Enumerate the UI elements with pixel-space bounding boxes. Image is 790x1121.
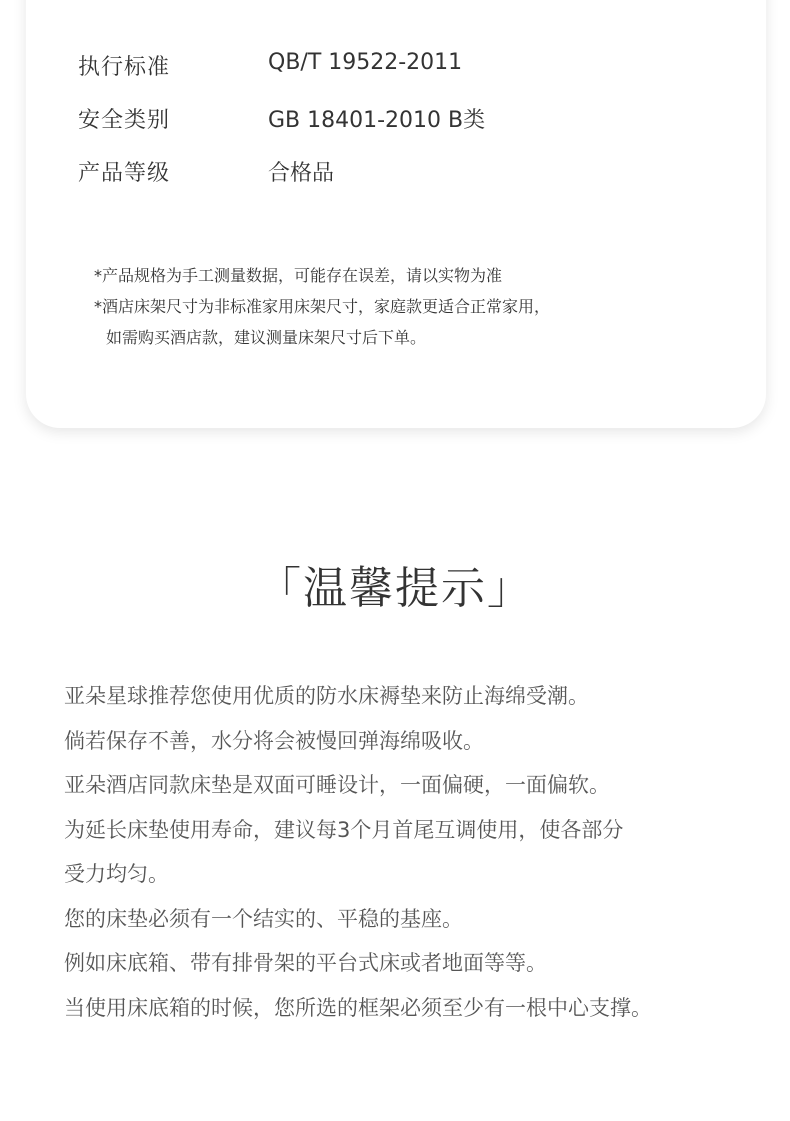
note-line: *产品规格为手工测量数据，可能存在误差，请以实物为准: [94, 266, 503, 285]
spec-value: GB 18401-2010 B类: [268, 108, 486, 133]
tip-line: 亚朵星球推荐您使用优质的防水床褥垫来防止海绵受潮。: [64, 684, 589, 708]
spec-row-standard: [26, 50, 766, 80]
tip-line: 您的床垫必须有一个结实的、平稳的基座。: [64, 906, 463, 931]
note-line: *酒店床架尺寸为非标准家用床架尺寸，家庭款更适合正常家用，: [94, 297, 551, 316]
tip-line: 倘若保存不善，水分将会被慢回弹海绵吸收。: [64, 728, 484, 753]
spec-row-grade: [26, 156, 766, 186]
spec-card: [26, 0, 766, 428]
spec-label: 安全类别: [78, 108, 171, 133]
spec-value: 合格品: [268, 161, 335, 186]
spec-label: 产品等级: [78, 161, 171, 186]
measurement-notes: [94, 260, 550, 353]
tip-line: 亚朵酒店同款床垫是双面可睡设计，一面偏硬，一面偏软。: [64, 773, 610, 797]
tip-line: 受力均匀。: [64, 862, 169, 886]
tips-body: [64, 674, 764, 1030]
note-line: 如需购买酒店款，建议测量床架尺寸后下单。: [106, 328, 427, 347]
spec-row-safety-category: [26, 103, 766, 133]
tip-line: 例如床底箱、带有排骨架的平台式床或者地面等等。: [64, 951, 547, 975]
tip-line: 为延长床垫使用寿命，建议每3个月首尾互调使用，使各部分: [64, 817, 624, 842]
tips-heading: 「温馨提示」: [257, 563, 533, 614]
tip-line: 当使用床底箱的时候，您所选的框架必须至少有一根中心支撑。: [64, 995, 652, 1020]
spec-label: 执行标准: [78, 55, 171, 80]
spec-value: QB/T 19522-2011: [268, 50, 463, 75]
